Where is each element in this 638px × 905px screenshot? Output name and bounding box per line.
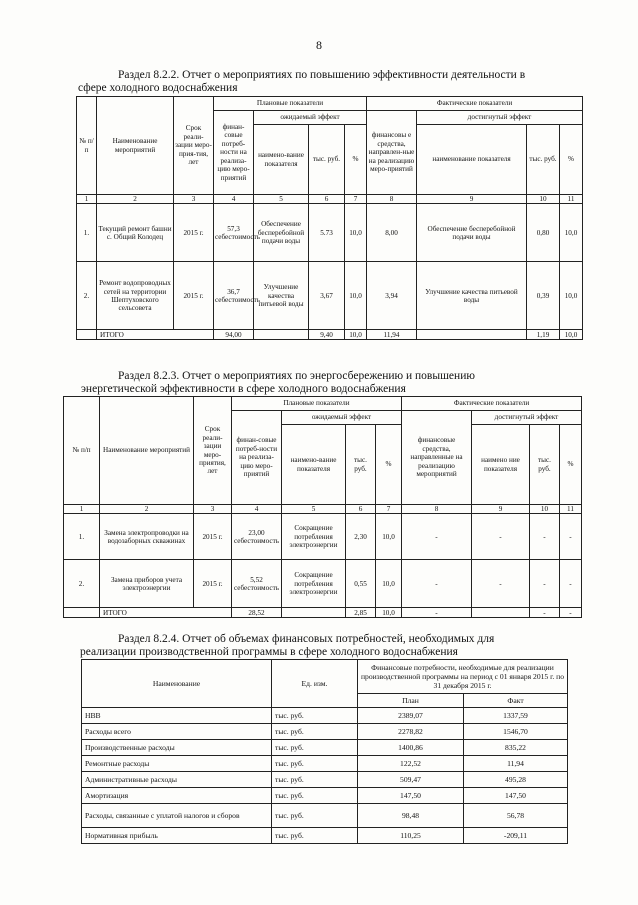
col-number: 8 [402, 505, 472, 514]
cell-name: Расходы, связанные с уплатой налогов и сборов [82, 804, 272, 828]
col-header-plan: Плановые показатели [214, 97, 367, 111]
cell-fact-indicator: Обеспечение бесперебойной подачи воды [417, 204, 527, 262]
cell-fact-pct: 10,0 [560, 262, 583, 330]
cell-fact: 1546,70 [464, 724, 568, 740]
total-fact-thr: - [530, 608, 560, 618]
col-number: 4 [232, 505, 282, 514]
total-fin: 94,00 [214, 330, 254, 340]
cell-fact: -209,11 [464, 828, 568, 844]
total-label: ИТОГО [100, 608, 232, 618]
cell-pct: 10,0 [376, 514, 402, 560]
section-824-heading-line1: Раздел 8.2.4. Отчет об объемах финансовых потребностей, необходимых для [118, 633, 495, 645]
cell-fact-indicator: Улучшение качества питьевой воды [417, 262, 527, 330]
cell-pct: 10,0 [376, 560, 402, 608]
column-number-row [77, 195, 583, 204]
col-header-indicator: наимено-вание показателя [254, 125, 309, 195]
cell-fact: 56,78 [464, 804, 568, 828]
col-header-thr: тыс. руб. [309, 125, 345, 195]
col-number: 9 [417, 195, 527, 204]
cell-name: Административные расходы [82, 772, 272, 788]
cell-name: Текущий ремонт башни с. Общий Колодец [97, 204, 174, 262]
col-header-thr-fact: тыс. руб. [527, 125, 560, 195]
financial-needs-table [81, 659, 568, 844]
table-row [77, 262, 583, 330]
cell-fact: 11,94 [464, 756, 568, 772]
col-header-achieved: достигнутый эффект [472, 411, 582, 425]
cell-unit: тыс. руб. [272, 740, 358, 756]
col-number: 7 [345, 195, 367, 204]
total-pct: 10,0 [376, 608, 402, 618]
cell-plan: 122,52 [358, 756, 464, 772]
col-header-unit: Ед. изм. [272, 660, 358, 708]
total-row [64, 608, 582, 618]
cell-fin: 23,00 себестоимость [232, 514, 282, 560]
total-fact-thr: 1,19 [527, 330, 560, 340]
col-header-fact: Фактические показатели [402, 397, 582, 411]
column-number-row [64, 505, 582, 514]
cell-fact: 495,28 [464, 772, 568, 788]
col-number: 7 [376, 505, 402, 514]
section-823-heading-line1: Раздел 8.2.3. Отчет о мероприятиях по энергосбережению и повышению [118, 370, 475, 382]
col-header-plan: План [358, 694, 464, 708]
col-header-pct-fact: % [560, 125, 583, 195]
cell-no: 2. [77, 262, 97, 330]
cell-plan: 147,50 [358, 788, 464, 804]
col-header-fin-needs: Финансовые потребности, необходимые для реализации производственной программы на период с 01 января 2015 г. по 31 декабря 2015 г. [358, 660, 568, 694]
col-number: 5 [254, 195, 309, 204]
total-label: ИТОГО [97, 330, 214, 340]
table-row [82, 772, 568, 788]
col-header-expected: ожидаемый эффект [282, 411, 402, 425]
section-823-heading [81, 370, 580, 396]
total-fact-fin: - [402, 608, 472, 618]
total-fact-pct: - [560, 608, 582, 618]
col-header-name: Наименование мероприятий [100, 397, 194, 505]
cell-name: Производственные расходы [82, 740, 272, 756]
total-fin: 28,52 [232, 608, 282, 618]
cell-fin: 57,3 себестоимость [214, 204, 254, 262]
col-header-name: Наименование мероприятий [97, 97, 174, 195]
cell-term: 2015 г. [174, 262, 214, 330]
cell-pct: 10,0 [345, 262, 367, 330]
cell-name: Замена электропроводки на водозаборных скважинах [100, 514, 194, 560]
cell-fact-fin: - [402, 560, 472, 608]
col-header-indicator: наимено-вание показателя [282, 425, 346, 505]
cell-fact-indicator: - [472, 514, 530, 560]
total-thr: 9,40 [309, 330, 345, 340]
col-header-indicator-fact: наименование показателя [417, 125, 527, 195]
cell-fact-pct: - [560, 514, 582, 560]
cell-unit: тыс. руб. [272, 756, 358, 772]
col-number: 3 [194, 505, 232, 514]
col-header-pct: % [345, 125, 367, 195]
cell-thr: 0,55 [346, 560, 376, 608]
col-number: 6 [346, 505, 376, 514]
cell-name: Расходы всего [82, 724, 272, 740]
cell-name: Ремонт водопроводных сетей на территории Шептуховского сельсовета [97, 262, 174, 330]
cell-plan: 110,25 [358, 828, 464, 844]
cell-fact: 1337,59 [464, 708, 568, 724]
col-header-fin-directed: финансовы е средства, направлен-ные на реализацию меро-приятий [367, 111, 417, 195]
col-header-fact: Фактические показатели [367, 97, 583, 111]
cell-no: 1. [64, 514, 100, 560]
cell-name: НВВ [82, 708, 272, 724]
cell-indicator: Улучшение качества питьевой воды [254, 262, 309, 330]
cell-unit: тыс. руб. [272, 828, 358, 844]
col-header-fin-need: финан-совые потреб-ности на реализа-цию меро-приятий [214, 111, 254, 195]
table-row [82, 724, 568, 740]
col-header-thr: тыс. руб. [346, 425, 376, 505]
cell-fact-fin: 3,94 [367, 262, 417, 330]
cell-name: Нормативная прибыль [82, 828, 272, 844]
cell-thr: 3,67 [309, 262, 345, 330]
cell-unit: тыс. руб. [272, 772, 358, 788]
col-number: 3 [174, 195, 214, 204]
cell-fact-indicator: - [472, 560, 530, 608]
total-fact-fin: 11,94 [367, 330, 417, 340]
cell-fact-thr: 0,80 [527, 204, 560, 262]
cell-thr: 5.73 [309, 204, 345, 262]
cell-term: 2015 г. [194, 514, 232, 560]
col-number: 5 [282, 505, 346, 514]
col-number: 8 [367, 195, 417, 204]
cell-unit: тыс. руб. [272, 804, 358, 828]
cell-fin: 36,7 себестоимость [214, 262, 254, 330]
col-number: 11 [560, 505, 582, 514]
cell-plan: 2278,82 [358, 724, 464, 740]
table-row [64, 560, 582, 608]
table-row [64, 514, 582, 560]
section-822-heading-line2: сфере холодного водоснабжения [78, 82, 238, 94]
cell-no: 1. [77, 204, 97, 262]
col-number: 9 [472, 505, 530, 514]
section-822-heading [78, 69, 578, 95]
section-822-heading-line1: Раздел 8.2.2. Отчет о мероприятиях по повышению эффективности деятельности в [118, 69, 526, 81]
total-row [77, 330, 583, 340]
cell-thr: 2,30 [346, 514, 376, 560]
total-thr: 2,85 [346, 608, 376, 618]
cell-fact-fin: 8,00 [367, 204, 417, 262]
cell-fact: 835,22 [464, 740, 568, 756]
col-number: 11 [560, 195, 583, 204]
cell-plan: 98,48 [358, 804, 464, 828]
col-header-no: № п/п [77, 97, 97, 195]
cell-fin: 5,52 себестоимость [232, 560, 282, 608]
table-row [82, 788, 568, 804]
col-number: 10 [530, 505, 560, 514]
cell-name: Ремонтные расходы [82, 756, 272, 772]
col-number: 2 [100, 505, 194, 514]
cell-fact-pct: - [560, 560, 582, 608]
col-header-pct-fact: % [560, 425, 582, 505]
section-824-heading [80, 633, 568, 659]
col-header-term: Срок реали-зации меро-прия-тия, лет [174, 97, 214, 195]
cell-plan: 1400,86 [358, 740, 464, 756]
col-header-name: Наименование [82, 660, 272, 708]
col-header-term: Срок реали-зации меро-приятия, лет [194, 397, 232, 505]
total-pct: 10,0 [345, 330, 367, 340]
cell-pct: 10,0 [345, 204, 367, 262]
col-number: 4 [214, 195, 254, 204]
total-fact-pct: 10,0 [560, 330, 583, 340]
col-header-fact: Факт [464, 694, 568, 708]
cell-fact-pct: 10,0 [560, 204, 583, 262]
col-header-fin-directed: финансовые средства, направленные на реализацию мероприятий [402, 411, 472, 505]
cell-unit: тыс. руб. [272, 724, 358, 740]
col-number: 2 [97, 195, 174, 204]
cell-indicator: Сокращение потребления электроэнергии [282, 560, 346, 608]
col-header-plan: Плановые показатели [232, 397, 402, 411]
cell-indicator: Сокращение потребления электроэнергии [282, 514, 346, 560]
table-row [82, 804, 568, 828]
efficiency-measures-table [76, 96, 583, 340]
col-number: 1 [77, 195, 97, 204]
col-header-achieved: достигнутый эффект [417, 111, 583, 125]
cell-fact-thr: - [530, 560, 560, 608]
cell-unit: тыс. руб. [272, 788, 358, 804]
cell-fact: 147,50 [464, 788, 568, 804]
col-header-thr-fact: тыс. руб. [530, 425, 560, 505]
table-row [82, 740, 568, 756]
cell-unit: тыс. руб. [272, 708, 358, 724]
section-823-heading-line2: энергетической эффективности в сфере холодного водоснабжения [81, 383, 406, 395]
cell-fact-thr: 0,39 [527, 262, 560, 330]
table-row [77, 204, 583, 262]
table-row [82, 756, 568, 772]
col-header-pct: % [376, 425, 402, 505]
cell-term: 2015 г. [174, 204, 214, 262]
table-row [82, 708, 568, 724]
cell-fact-fin: - [402, 514, 472, 560]
table-row [82, 828, 568, 844]
col-header-no: № п/п [64, 397, 100, 505]
cell-name: Замена приборов учета электроэнергии [100, 560, 194, 608]
cell-term: 2015 г. [194, 560, 232, 608]
col-header-fin-need: финан-совые потреб-ности на реализа-цию меро-приятий [232, 411, 282, 505]
col-number: 1 [64, 505, 100, 514]
col-number: 6 [309, 195, 345, 204]
page-number: 8 [316, 38, 322, 52]
col-number: 10 [527, 195, 560, 204]
energy-saving-table [63, 396, 582, 618]
cell-fact-thr: - [530, 514, 560, 560]
col-header-expected: ожидаемый эффект [254, 111, 367, 125]
cell-plan: 2389,07 [358, 708, 464, 724]
section-824-heading-line2: реализации производственной программы в сфере холодного водоснабжения [80, 646, 458, 658]
col-header-indicator-fact: наимено ние показателя [472, 425, 530, 505]
cell-no: 2. [64, 560, 100, 608]
cell-plan: 509,47 [358, 772, 464, 788]
cell-indicator: Обеспечение бесперебойной подачи воды [254, 204, 309, 262]
cell-name: Амортизация [82, 788, 272, 804]
